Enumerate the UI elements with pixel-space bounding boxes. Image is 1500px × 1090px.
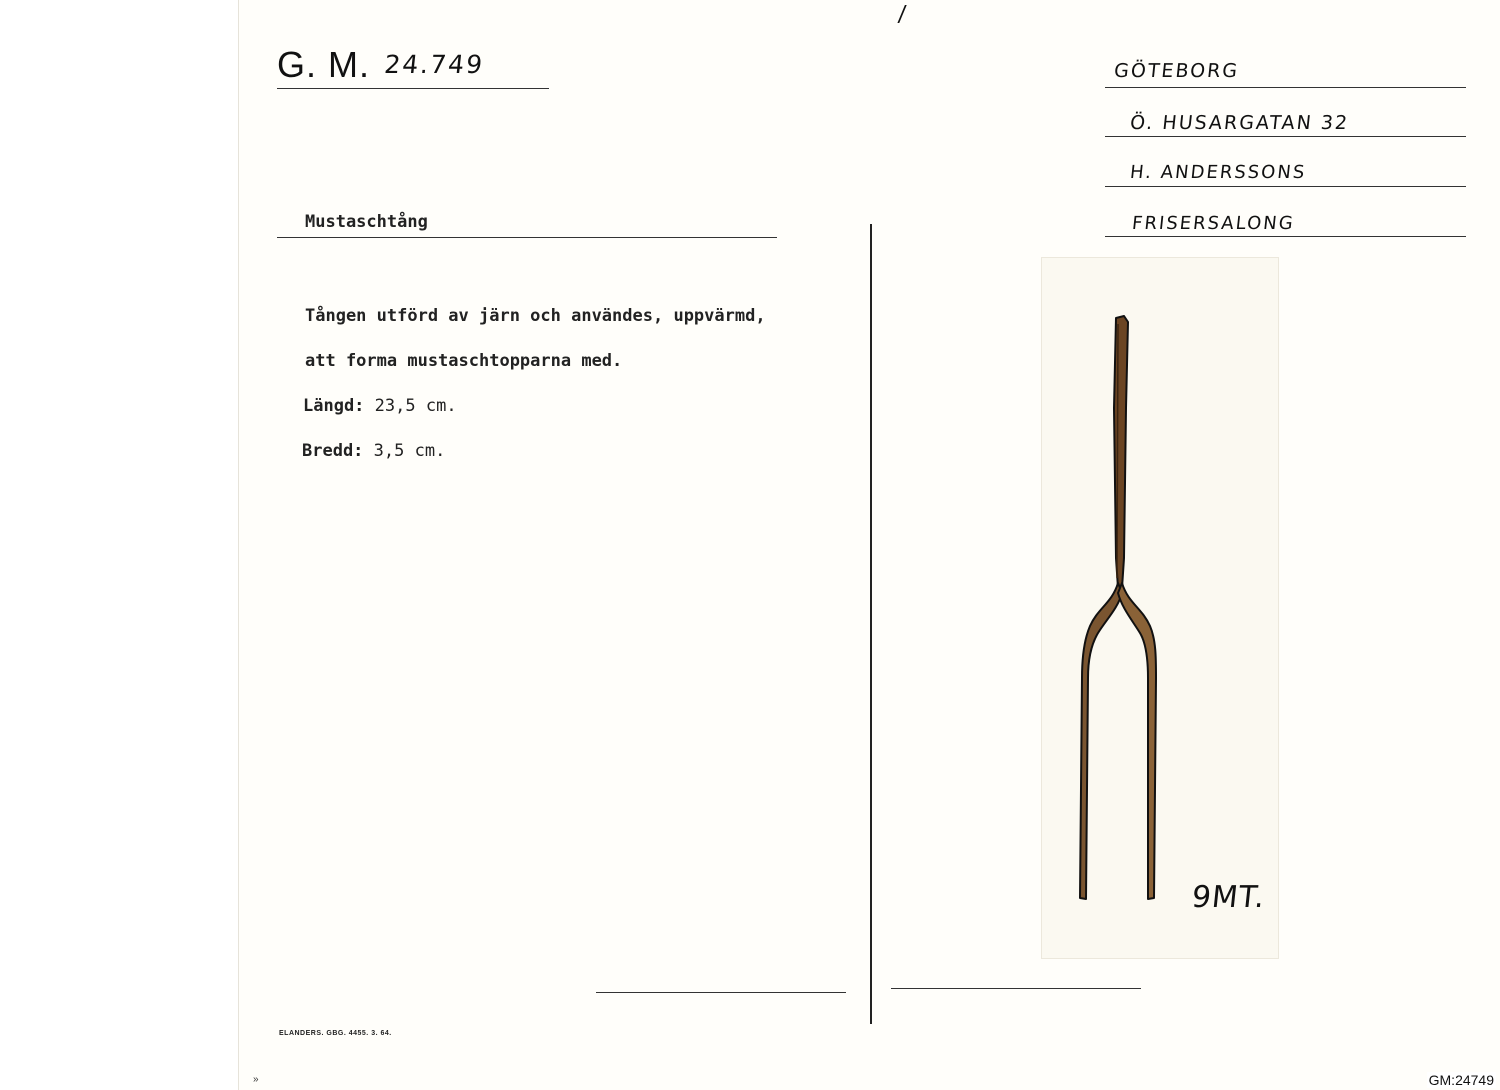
catalog-card <box>238 0 1500 1090</box>
center-divider <box>870 224 872 1024</box>
catalog-prefix: G. M. <box>277 44 370 85</box>
catalog-number-rule <box>277 88 549 89</box>
tongs-right-prong <box>1118 583 1156 899</box>
width-row <box>302 441 445 461</box>
bottom-right-blank-rule <box>891 988 1141 989</box>
location-street: Ö. HUSARGATAN 32 <box>1129 112 1351 134</box>
width-label: Bredd: <box>302 441 364 461</box>
length-row <box>303 396 457 416</box>
corner-tick-mark: / <box>897 2 910 27</box>
bottom-left-blank-rule <box>596 992 846 993</box>
length-label: Längd: <box>303 396 365 416</box>
location-city-rule <box>1105 87 1466 88</box>
bottom-left-mark: » <box>253 1074 259 1085</box>
width-value: 3,5 cm. <box>373 441 446 461</box>
artist-signature: 9MT. <box>1190 880 1267 915</box>
tongs-handle-shade <box>1117 324 1118 578</box>
image-id-tag: GM:24749 <box>1428 1072 1494 1088</box>
object-name-rule <box>277 237 777 238</box>
location-business-rule <box>1105 236 1466 237</box>
location-city: GÖTEBORG <box>1113 60 1241 82</box>
printer-mark: ELANDERS. GBG. 4455. 3. 64. <box>279 1030 392 1037</box>
moustache-tongs-drawing <box>1042 258 1278 958</box>
tongs-left-prong <box>1080 583 1122 899</box>
catalog-number: 24.749 <box>383 50 486 79</box>
object-name: Mustaschtång <box>305 212 428 232</box>
length-value: 23,5 cm. <box>374 396 457 416</box>
location-owner: H. ANDERSSONS <box>1129 162 1308 183</box>
location-street-rule <box>1105 136 1466 137</box>
location-owner-rule <box>1105 186 1466 187</box>
description-line-2: att forma mustaschtopparna med. <box>305 351 623 371</box>
location-business: FRISERSALONG <box>1131 213 1296 234</box>
drawing-paper <box>1042 258 1278 958</box>
description-line-1: Tången utförd av järn och användes, uppvärmd, <box>305 306 766 326</box>
tongs-handle-outline <box>1114 316 1128 588</box>
